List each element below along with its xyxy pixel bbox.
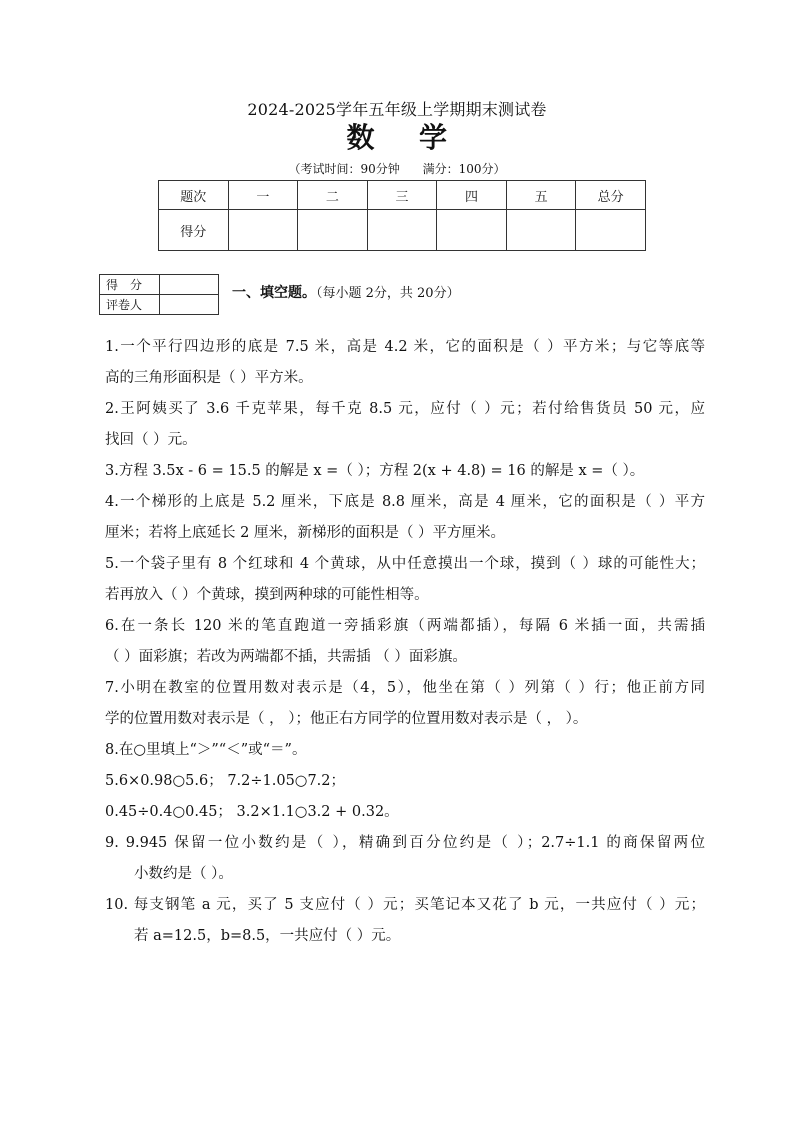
question-line: 厘米；若将上底延长 2 厘米，新梯形的面积是（ ）平方厘米。 [105, 525, 506, 541]
score-cell [576, 210, 646, 251]
question-line: 7.小明在教室的位置用数对表示是（4，5），他坐在第（ ）列第（ ）行；他正前方同 [105, 680, 705, 696]
section-note: （每小题 2分，共 20分） [316, 286, 460, 301]
score-header-cell: 总分 [576, 181, 646, 210]
grader-box [99, 274, 219, 315]
question-line: 9. 9.945 保留一位小数约是（ ），精确到百分位约是（ ）；2.7÷1.1 的商保留两位 [105, 835, 705, 851]
score-header-cell: 二 [298, 181, 368, 210]
exam-title: 2024-2025学年五年级上学期期末测试卷 [247, 100, 547, 119]
question-line: 1.一个平行四边形的底是 7.5 米，高是 4.2 米，它的面积是（ ）平方米；与它等底等 [105, 339, 705, 355]
score-cell [367, 210, 437, 251]
grader-score-label: 得 分 [100, 275, 160, 295]
subject-char-1: 数 [346, 121, 375, 154]
subject-title [0, 116, 794, 156]
score-cell [506, 210, 576, 251]
score-header-cell: 题次 [159, 181, 229, 210]
question-line: 5.6×0.98○5.6； 7.2÷1.05○7.2； [105, 773, 346, 789]
section-heading: 一、填空题。 [232, 285, 316, 301]
score-cell [437, 210, 507, 251]
grader-cell [159, 295, 219, 315]
question-line: 4.一个梯形的上底是 5.2 厘米，下底是 8.8 厘米，高是 4 厘米，它的面积是（ ）平方 [105, 494, 705, 510]
score-table-score-row [159, 210, 646, 251]
question-line: 2.王阿姨买了 3.6 千克苹果，每千克 8.5 元，应付（ ）元；若付给售货员 50 元，应 [105, 401, 705, 417]
score-table-header-row [159, 181, 646, 210]
question-line: 找回（ ）元。 [105, 432, 197, 448]
question-line: （ ）面彩旗；若改为两端都不插，共需插 （ ）面彩旗。 [105, 649, 467, 665]
score-cell [298, 210, 368, 251]
section-title [232, 282, 460, 302]
question-line: 5.一个袋子里有 8 个红球和 4 个黄球，从中任意摸出一个球，摸到（ ）球的可能性大； [105, 556, 705, 572]
exam-info: （考试时间：90分钟 满分：100分） [288, 162, 506, 176]
question-line: 若 a=12.5，b=8.5，一共应付（ ）元。 [134, 928, 401, 944]
question-line: 小数约是（ ）。 [134, 866, 233, 882]
question-line: 10. 每支钢笔 a 元，买了 5 支应付（ ）元；买笔记本又花了 b 元，一共应付（ ）元； [105, 897, 705, 913]
score-table [158, 180, 646, 251]
score-header-cell: 四 [437, 181, 507, 210]
question-line: 高的三角形面积是（ ）平方米。 [105, 370, 313, 386]
subject-char-2: 学 [419, 121, 448, 154]
score-header-cell: 一 [228, 181, 298, 210]
question-line: 若再放入（ ）个黄球，摸到两种球的可能性相等。 [105, 587, 429, 603]
question-line: 8.在○里填上“＞”“＜”或“＝”。 [105, 742, 307, 758]
grader-score-cell [159, 275, 219, 295]
question-line: 0.45÷0.4○0.45； 3.2×1.1○3.2 + 0.32。 [105, 804, 399, 820]
question-line: 3.方程 3.5x - 6 = 15.5 的解是 x =（ ）；方程 2(x + 4.8) = 16 的解是 x =（ ）。 [105, 463, 645, 479]
grader-label: 评卷人 [100, 295, 160, 315]
score-row-label: 得分 [159, 210, 229, 251]
question-line: 学的位置用数对表示是（ ， ）；他正右方同学的位置用数对表示是（ ， ）。 [105, 711, 588, 727]
score-cell [228, 210, 298, 251]
question-line: 6.在一条长 120 米的笔直跑道一旁插彩旗（两端都插），每隔 6 米插一面，共需插 [105, 618, 705, 634]
score-header-cell: 三 [367, 181, 437, 210]
question-list [105, 332, 705, 952]
score-header-cell: 五 [506, 181, 576, 210]
